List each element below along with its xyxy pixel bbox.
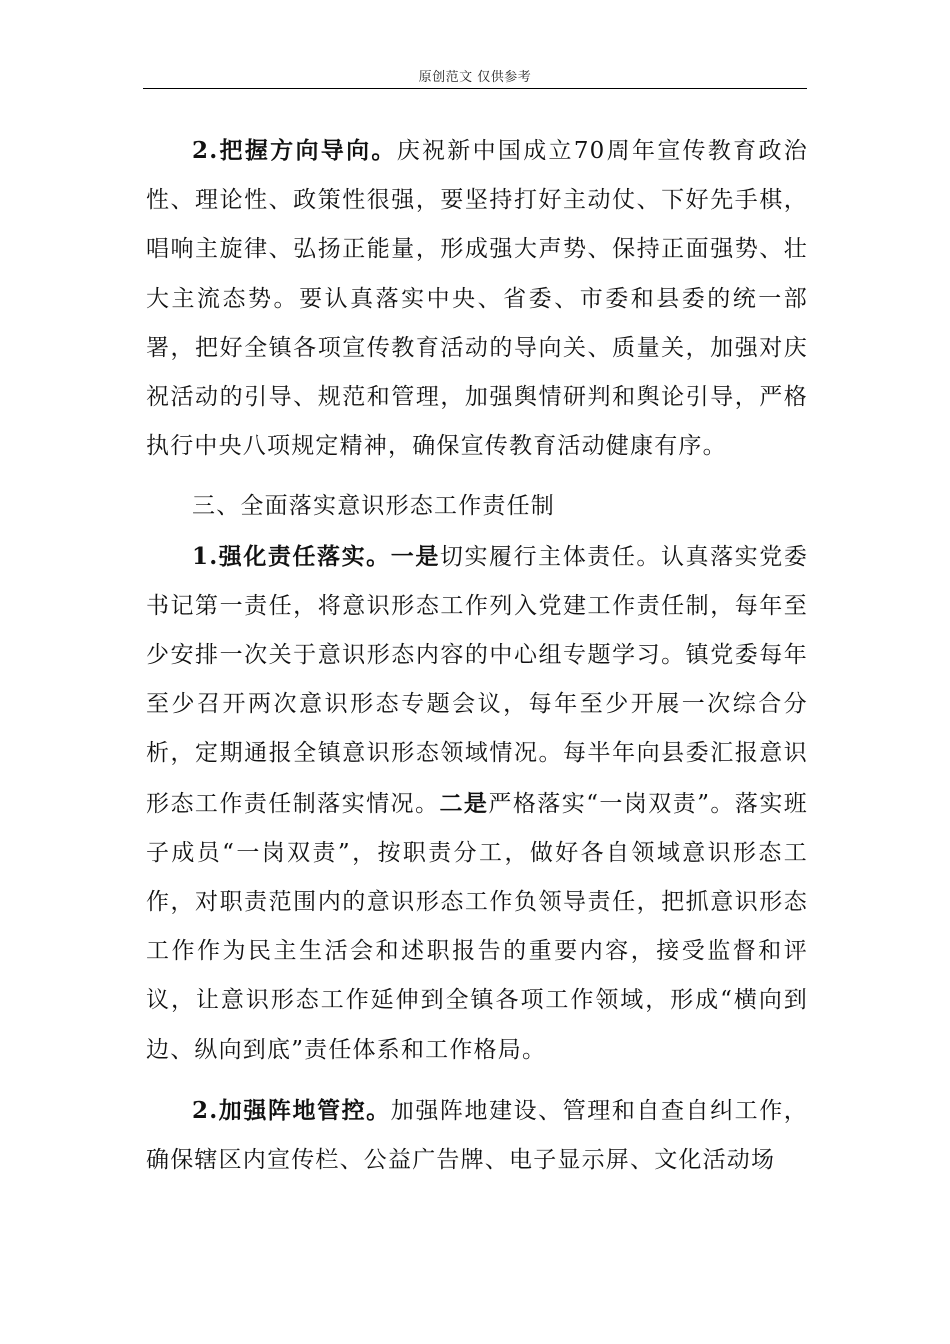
paragraph-lead: 2.把握方向导向。: [192, 137, 397, 164]
paragraph-responsibility: [146, 532, 808, 1075]
paragraph-text: 庆祝新中国成立70周年宣传教育政治性、理论性、政策性很强，要坚持打好主动仗、下好先手棋，唱响主旋律、弘扬正能量，形成强大声势、保持正面强势、壮大主流态势。要认真落实中央、省委、市委和县委的统一部署，把好全镇各项宣传教育活动的导向关、质量关，加强对庆祝活动的引导、规范和管理，加强舆情研判和舆论引导，严格执行中央八项规定精神，确保宣传教育活动健康有序。: [146, 138, 808, 460]
paragraph-text: 切实履行主体责任。认真落实党委书记第一责任，将意识形态工作列入党建工作责任制，每年至少安排一次关于意识形态内容的中心组专题学习。镇党委每年至少召开两次意识形态专题会议，每年至少开展一次综合分析，定期通报全镇意识形态领域情况。每半年向县委汇报意识形态工作责任制落实情况。: [146, 543, 809, 817]
paragraph-direction-guidance: [146, 126, 808, 471]
paragraph-marker: 二是: [439, 789, 489, 817]
paragraph-lead: 1.强化责任落实。: [192, 542, 391, 570]
page-header: [143, 66, 807, 89]
paragraph-marker: 一是: [390, 542, 440, 570]
section-heading: 三、全面落实意识形态工作责任制: [192, 493, 555, 520]
paragraph-text: 严格落实“一岗双责”。落实班子成员“一岗双责”，按职责分工，做好各自领域意识形态工作，对职责范围内的意识形态工作负领导责任，把抓意识形态工作作为民主生活会和述职报告的重要内容，接受监督和评议，让意识形态工作延伸到全镇各项工作领域，形成“横向到边、纵向到底”责任体系和工作格局。: [146, 790, 808, 1063]
paragraph-text: 加强阵地建设、管理和自查自纠工作，确保辖区内宣传栏、公益广告牌、电子显示屏、文化活动场: [146, 1097, 809, 1174]
header-text: 原创范文 仅供参考: [418, 70, 532, 85]
paragraph-position-control: [146, 1086, 808, 1185]
document-body: [146, 126, 808, 1185]
paragraph-lead: 2.加强阵地管控。: [192, 1096, 391, 1124]
